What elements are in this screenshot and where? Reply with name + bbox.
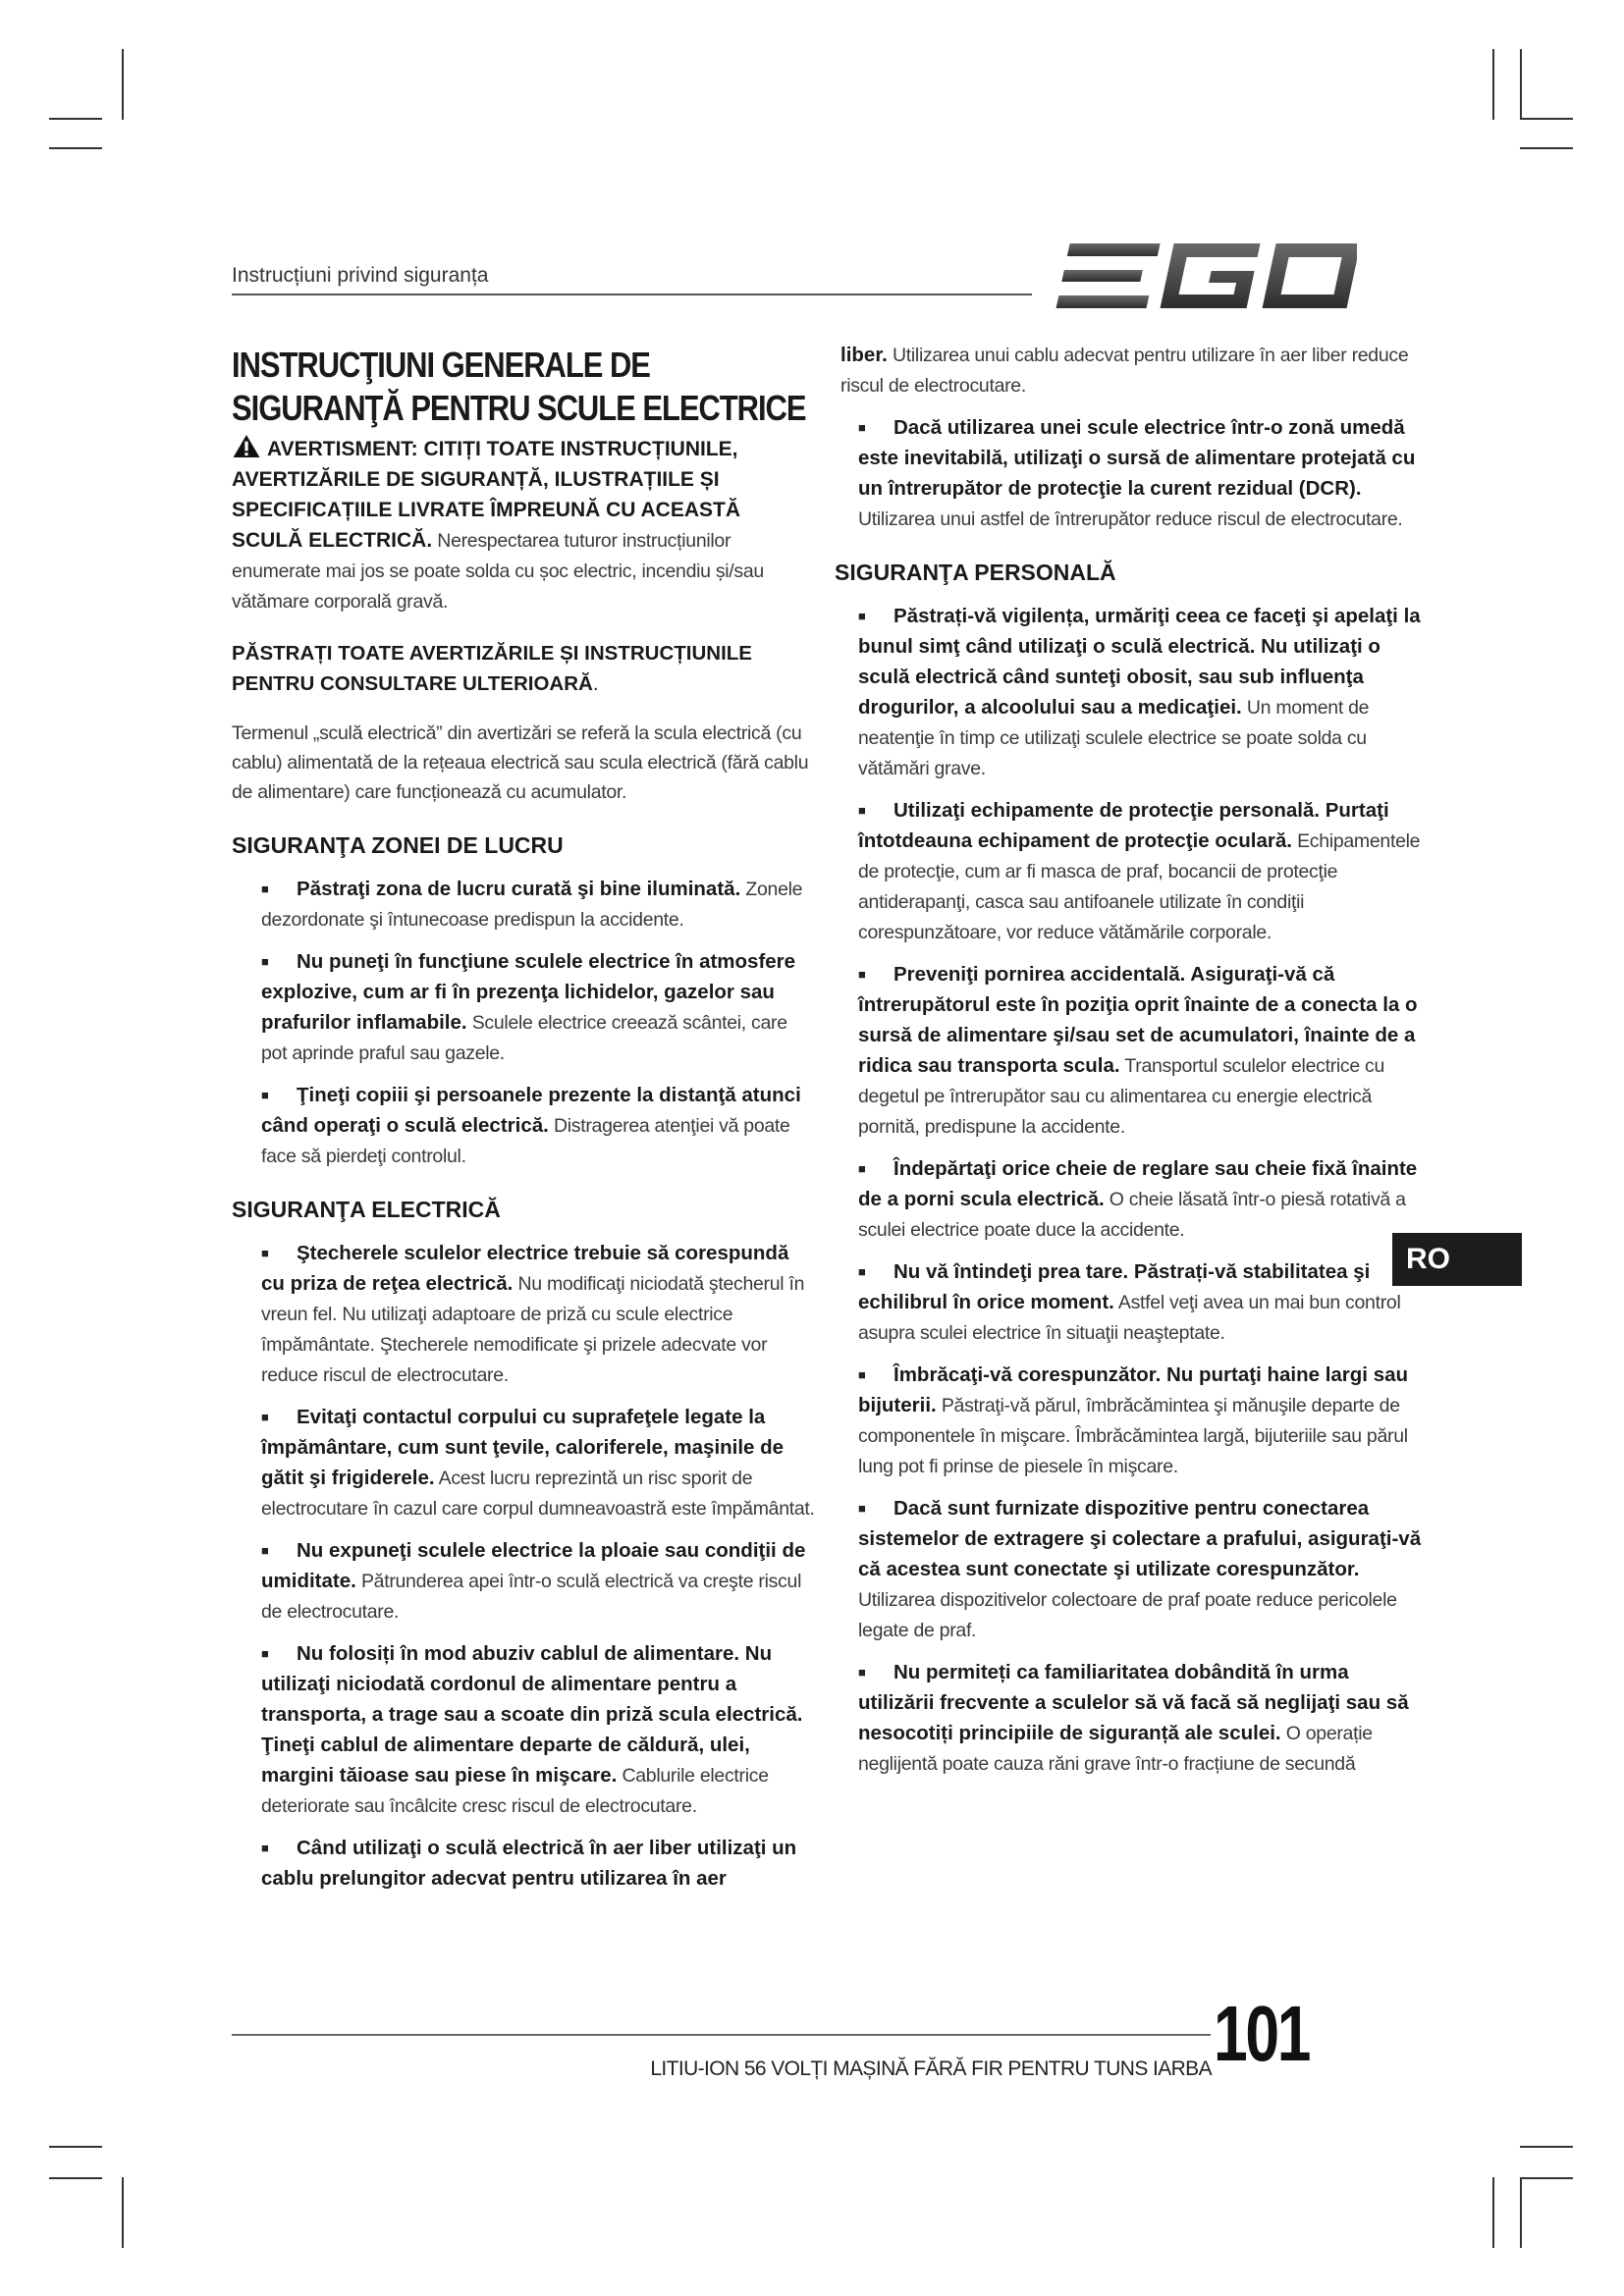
list-item [261,946,817,1068]
warning-paragraph [232,434,817,616]
left-column [232,338,817,1905]
bullet-icon: ■ [858,1665,866,1680]
item-bold: liber. [840,344,888,366]
bullet-icon: ■ [261,1841,269,1855]
item-bold: Evitaţi contactul corpului cu suprafeţele legate la împământare, cum sunt ţevile, caloriferele, maşinile de gătit şi frigiderele. [261,1406,785,1489]
item-bold: Nu folosiți în mod abuziv cablul de alimentare. Nu utilizaţi niciodată cordonul de alimentare pentru a transporta, a trage sau a scoate din priză scula electrică. Ţineţi cablul de alimentare departe de căldură, ulei, margini tăioase sau piese în mişcare. [261,1642,803,1787]
work-area-heading: SIGURANŢA ZONEI DE LUCRU [232,832,564,858]
bullet-icon: ■ [261,1246,269,1260]
list-item [858,1657,1426,1779]
item-bold: Utilizaţi echipamente de protecţie personală. Purtaţi întotdeauna echipament de protecţie oculară. [858,799,1389,852]
language-tab: RO [1392,1233,1522,1286]
item-bold: Îmbrăcaţi-vă corespunzător. Nu purtaţi haine largi sau bijuterii. [858,1363,1409,1416]
bullet-icon: ■ [858,420,866,435]
bullet-icon: ■ [261,1088,269,1102]
crop-mark [1492,2177,1494,2248]
keep-bold: PĂSTRAȚI TOATE AVERTIZĂRILE ȘI INSTRUCȚIUNILE PENTRU CONSULTARE ULTERIOARĂ [232,642,752,695]
item-bold: Îndepărtaţi orice cheie de reglare sau cheie fixă înainte de a porni scula electrică. [858,1157,1418,1210]
crop-mark [1520,118,1573,120]
electrical-heading: SIGURANŢA ELECTRICĂ [232,1197,501,1222]
item-text: Transportul sculelor electrice cu degetul pe întrerupător sau cu alimentarea cu energie electrică pornită, predispune la accidente. [858,1055,1385,1138]
keep-text: . [592,672,599,695]
list-item [858,601,1426,783]
bullet-icon: ■ [261,881,269,896]
item-text: Astfel veţi avea un mai bun control asupra sculei electrice în situaţii neaşteptate. [858,1292,1401,1344]
list-item [858,412,1426,534]
list-item [261,1080,817,1171]
item-text: Distragerea atenţiei vă poate face să pierdeţi controlul. [261,1115,790,1167]
bullet-icon: ■ [261,1410,269,1424]
item-bold: Nu puneţi în funcţiune sculele electrice în atmosfere explozive, cum ar fi în prezenţa lichidelor, gazelor sau prafurilor inflamabile. [261,950,796,1034]
bullet-icon: ■ [858,967,866,982]
crop-mark [1520,2177,1522,2248]
list-item [858,1493,1426,1645]
item-bold: Nu expuneţi sculele electrice la ploaie sau condiţii de umiditate. [261,1539,806,1592]
bullet-icon: ■ [858,1367,866,1382]
bullet-icon: ■ [858,1161,866,1176]
item-text: O cheie lăsată într-o piesă rotativă a sculei electrice poate duce la accidente. [858,1189,1406,1241]
list-item [261,1402,817,1523]
header-section-label: Instrucțiuni privind siguranța [232,264,1032,295]
item-text: Utilizarea unui astfel de întrerupător reduce riscul de electrocutare. [858,508,1403,530]
item-text: Utilizarea unui cablu adecvat pentru utilizare în aer liber reduce riscul de electrocutare. [840,345,1409,397]
item-text: Acest lucru reprezintă un risc sporit de electrocutare în cazul care corpul dumneavoastră este împământat. [261,1468,815,1520]
personal-safety-list [840,601,1426,1779]
item-text: Echipamentele de protecţie, cum ar fi masca de praf, bocancii de protecţie antiderapanţi, casca sau antifoanele utilizate în condiţii corespunzătoare, vor reduce vătămările corporale. [858,830,1421,943]
bullet-icon: ■ [261,1543,269,1558]
item-text: Un moment de neatenţie în timp ce utilizaţi sculele electrice se poate solda cu vătămări grave. [858,697,1370,779]
right-column [835,340,1426,1790]
list-item [261,1833,817,1894]
list-item [858,959,1426,1142]
electrical-list [232,1238,817,1894]
footer-divider [232,2034,1211,2036]
crop-mark [49,2146,102,2148]
list-item [858,1360,1426,1481]
warning-text: Nerespectarea tuturor instrucțiunilor enumerate mai jos se poate solda cu șoc electric, incendiu și/sau vătămare corporală gravă. [232,530,764,613]
crop-mark [122,2177,124,2248]
bullet-icon: ■ [261,954,269,969]
keep-instructions [232,638,817,699]
list-item [261,1238,817,1390]
item-bold: Păstrați-vă vigilența, urmăriţi ceea ce faceţi şi apelaţi la bunul simţ când utilizaţi o sculă electrică. Nu utilizaţi o sculă electrică când sunteţi obosit, sau sub influenţa drogurilor, a alcoolului sau a medicaţiei. [858,605,1421,719]
item-bold: Dacă sunt furnizate dispozitive pentru conectarea sistemelor de extragere şi colectare a prafului, asiguraţi-vă că acestea sunt conectate şi utilizate corespunzător. [858,1497,1422,1580]
personal-safety-heading: SIGURANŢA PERSONALĂ [835,560,1116,585]
list-item [858,1153,1426,1245]
list-item [261,1638,817,1821]
item-text: Pătrunderea apei într-o sculă electrică va creşte riscul de electrocutare. [261,1571,802,1623]
work-area-list [232,874,817,1171]
item-text: Păstraţi-vă părul, îmbrăcămintea şi mănuşile departe de componentele în mişcare. Îmbrăcămintea largă, bijuteriile sau părul lung pot fi prinse de piesele în mişcare. [858,1395,1408,1477]
page-number: 101 [1214,1990,1310,2077]
item-bold: Păstraţi zona de lucru curată şi bine iluminată. [297,878,741,900]
crop-mark [49,118,102,120]
item-bold: Când utilizaţi o sculă electrică în aer liber utilizaţi un cablu prelungitor adecvat pentru utilizarea în aer [261,1837,797,1890]
item-bold: Dacă utilizarea unei scule electrice într-o zonă umedă este inevitabilă, utilizaţi o sursă de alimentare protejată cu un întrerupător de protecţie la curent rezidual (DCR). [858,416,1416,500]
page-title: INSTRUCŢIUNI GENERALE DE SIGURANŢĂ PENTRU SCULE ELECTRICE [232,345,806,428]
footer-product-title: LITIU-ION 56 VOLȚI MAȘINĂ FĂRĂ FIR PENTRU TUNS IARBA [650,2057,1212,2080]
item-bold: Nu vă întindeţi prea tare. Păstrați-vă stabilitatea şi echilibrul în orice moment. [858,1260,1371,1313]
crop-mark [1520,49,1522,120]
bullet-icon: ■ [858,803,866,818]
warning-bold: AVERTISMENT: CITIȚI TOATE INSTRUCȚIUNILE, AVERTIZĂRILE DE SIGURANȚĂ, ILUSTRAȚIILE ȘI SPECIFICAȚIILE LIVRATE ÎMPREUNĂ CU ACEASTĂ SCULĂ ELECTRICĂ. [232,438,741,552]
list-item [858,1256,1426,1348]
item-bold: Nu permiteți ca familiaritatea dobândită în urma utilizării frecvente a sculelor să vă facă să neglijaţi sau să nesocotiți principiile de siguranță ale sculei. [858,1661,1409,1744]
list-item-continuation [840,340,1426,400]
list-item [858,795,1426,947]
crop-mark [122,49,124,120]
crop-mark [1492,49,1494,120]
term-definition: Termenul „sculă electrică” din avertizări se referă la scula electrică (cu cablu) alimentată de la rețeaua electrică sau scula electrică (fără cablu de alimentare) care funcționează cu acumulator. [232,722,809,803]
bullet-icon: ■ [858,1264,866,1279]
list-item [261,874,817,934]
crop-mark [49,147,102,149]
list-item [261,1535,817,1627]
item-text: Cablurile electrice deteriorate sau încâlcite cresc riscul de electrocutare. [261,1765,769,1817]
bullet-icon: ■ [858,609,866,623]
crop-mark [1520,2146,1573,2148]
item-text: Nu modificaţi niciodată ştecherul în vreun fel. Nu utilizaţi adaptoare de priză cu scule electrice împământate. Ştecherele nemodificate şi prizele adecvate vor reduce riscul de electrocutare. [261,1273,805,1386]
item-text: Sculele electrice creează scântei, care pot aprinde praful sau gazele. [261,1012,787,1064]
warning-triangle-icon [232,434,261,458]
item-bold: Ţineţi copiii şi persoanele prezente la distanţă atunci când operaţi o sculă electrică. [261,1084,801,1137]
item-text: Zonele dezordonate şi întunecoase predispun la accidente. [261,879,803,931]
brand-logo [1051,241,1357,310]
crop-mark [1520,147,1573,149]
item-bold: Ştecherele sculelor electrice trebuie să corespundă cu priza de reţea electrică. [261,1242,789,1295]
item-text: Utilizarea dispozitivelor colectoare de praf poate reduce pericolele legate de praf. [858,1589,1397,1641]
crop-mark [1520,2177,1573,2179]
crop-mark [49,2177,102,2179]
bullet-icon: ■ [858,1501,866,1516]
item-bold: Preveniţi pornirea accidentală. Asiguraţi-vă că întrerupătorul este în poziţia oprit înainte de a conecta la o sursă de alimentare şi/sau set de acumulatori, înainte de a ridica sau transporta scula. [858,963,1418,1077]
item-text: O operație neglijentă poate cauza răni grave într-o fracțiune de secundă [858,1723,1373,1775]
bullet-icon: ■ [261,1646,269,1661]
